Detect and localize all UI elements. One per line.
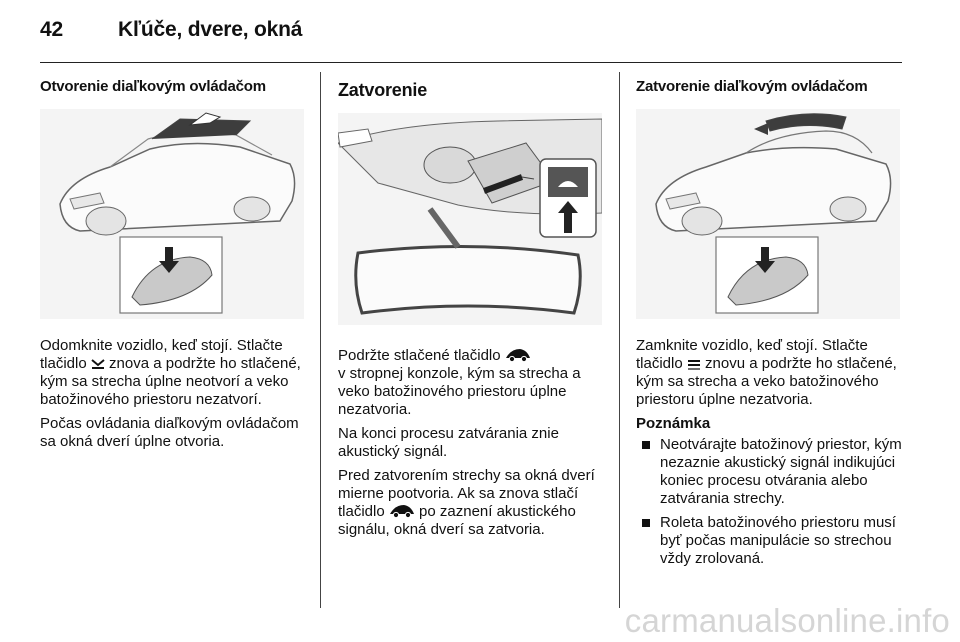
section-heading: Otvorenie diaľkovým ovládačom	[40, 78, 266, 95]
column-divider-2	[619, 72, 620, 608]
bullet-square-icon	[642, 519, 650, 527]
text-line: Zamknite vozidlo, keď stojí. Stlačte	[636, 337, 868, 354]
note-text: Neotvárajte batožinový priestor, kým nezaznie akustický signál indikujúci koniec procesu otvárania alebo zatvárania strechy.	[660, 436, 902, 507]
text-fragment: v stropnej konzole, kým sa strecha a veko batožinového priestoru úplne nezatvoria.	[338, 365, 581, 418]
paragraph-2: Na konci procesu zatvárania znie akustický signál.	[338, 425, 559, 460]
close-roof-icon	[687, 358, 701, 370]
column-closing	[338, 66, 603, 545]
note-text: Roleta batožinového priestoru musí byť počas manipulácie so strechou vždy zrolovaná.	[660, 514, 896, 567]
open-roof-icon	[91, 358, 105, 370]
note-item	[636, 514, 904, 568]
bullet-square-icon	[642, 441, 650, 449]
note-list	[636, 436, 904, 568]
illustration-car-roof-closing	[636, 109, 900, 319]
paragraph-1	[636, 337, 904, 409]
roof-close-button-icon	[389, 503, 415, 518]
text-fragment: tlačidlo	[636, 355, 687, 372]
text-fragment: stlačené, kým sa strecha a veko batožinového priestoru úplne nezatvoria.	[636, 355, 897, 408]
section-heading: Zatvorenie diaľkovým ovládačom	[636, 78, 868, 95]
text-line: Odomknite vozidlo, keď stojí. Stlačte	[40, 337, 283, 354]
text-fragment: znovu a podržte ho	[700, 355, 833, 372]
text-fragment: Podržte stlačené tlačidlo	[338, 347, 505, 364]
text-fragment: stlačené, kým sa strecha úplne neotvorí a veko batožinového priestoru nezatvorí.	[40, 355, 301, 408]
illustration-car-roof-opening	[40, 109, 304, 319]
column-divider-1	[320, 72, 321, 608]
watermark: carmanualsonline.info	[624, 602, 950, 639]
text-fragment: Pred zatvorením strechy sa okná dverí mierne pootvoria. Ak sa znova stlačí tlačidlo	[338, 467, 595, 520]
note-item	[636, 436, 904, 508]
section-text	[636, 337, 904, 568]
column-remote-opening	[40, 66, 305, 457]
car-open-illustration	[40, 109, 304, 319]
paragraph-1	[338, 347, 603, 419]
section-text	[40, 337, 305, 451]
section-heading: Zatvorenie	[338, 80, 428, 100]
header-divider	[40, 62, 902, 63]
illustration-roof-console	[338, 113, 602, 325]
text-fragment: po zaznení akustického signálu, okná dverí sa zatvoria.	[338, 503, 576, 538]
page-header	[40, 18, 302, 42]
paragraph-3	[338, 467, 603, 539]
section-text	[338, 347, 603, 539]
column-remote-closing	[636, 66, 904, 574]
roof-close-button-icon	[505, 347, 531, 362]
car-close-illustration	[636, 109, 900, 319]
page-number: 42	[40, 18, 63, 41]
paragraph-2: Počas ovládania diaľkovým ovládačom sa okná dverí úplne otvoria.	[40, 415, 299, 450]
text-fragment: tlačidlo	[40, 355, 91, 372]
console-illustration	[338, 113, 602, 325]
page-title: Kľúče, dvere, okná	[118, 18, 303, 41]
note-heading: Poznámka	[636, 415, 711, 432]
paragraph-1	[40, 337, 305, 409]
text-fragment: znova a podržte ho	[104, 355, 237, 372]
